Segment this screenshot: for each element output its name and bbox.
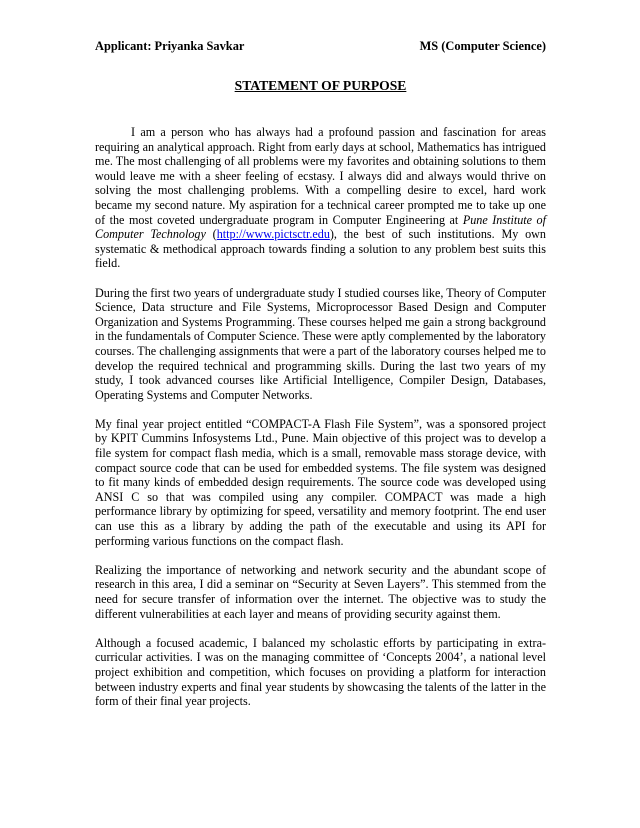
- institute-link[interactable]: http://www.pictsctr.edu: [216, 227, 330, 242]
- paragraph-intro-text-end: ), the best of such institutions. My own systematic & methodical approach towards finding a solution to any problem best suits this field.: [95, 227, 546, 271]
- applicant-name: Applicant: Priyanka Savkar: [95, 39, 245, 53]
- paragraph-intro-paren: (: [205, 227, 217, 242]
- document-body: [95, 125, 546, 709]
- document-title: STATEMENT OF PURPOSE: [234, 78, 407, 93]
- page-header: [95, 38, 546, 54]
- paragraph-coursework: During the first two years of undergraduate study I studied courses like, Theory of Computer Science, Data structure and File Systems, Microprocessor Based Design and Computer Organization and Systems Programming. These courses helped me gain a strong background in the fundamentals of Computer Science. These were aptly complemented by the laboratory courses. The challenging assignments that were a part of the laboratory courses helped me to develop the required technical and programming skills. During the last two years of my study, I took advanced courses like Artificial Intelligence, Compiler Design, Databases, Operating Systems and Computer Networks.: [95, 285, 547, 402]
- paragraph-project: My final year project entitled “COMPACT-A Flash File System”, was a sponsored project by KPIT Cummins Infosystems Ltd., Pune. Main objective of this project was to develop a file system for compact flash media, which is a small, removable mass storage device, with compact source code that can be used for embedded systems. The file system was designed to fit many kinds of embedded design requirements. The source code was developed using ANSI C so that was compiled using any compiler. COMPACT was made a high performance library by optimizing for speed, versatility and memory footprint. The end user can use this as a library by adding the path of the executable and using its API for performing various functions on the compact flash.: [95, 416, 546, 548]
- program-name: MS (Computer Science): [419, 39, 546, 53]
- paragraph-seminar: Realizing the importance of networking and network security and the abundant scope of research in this area, I did a seminar on “Security at Seven Layers”. This stemmed from the need for secure transfer of information over the internet. The objective was to study the different vulnerabilities at each layer and means of providing security against them.: [95, 562, 546, 621]
- institute-name: Pune Institute of Computer Technology: [95, 212, 547, 242]
- paragraph-intro: [95, 125, 546, 271]
- paragraph-activities: Although a focused academic, I balanced my scholastic efforts by participating in extra-curricular activities. I was on the managing committee of ‘Concepts 2004’, a national level project exhibition and competition, which focuses on providing a platform for interaction between industry experts and final year students by showcasing the talents of the latter in the form of their final year projects.: [95, 635, 546, 709]
- paragraph-intro-text: I am a person who has always had a profound passion and fascination for areas requiring an analytical approach. Right from early days at school, Mathematics has intrigued me. The most challenging of all problems were my favorites and obtaining solutions to them would leave me with a sheer feeling of ecstasy. I always did and always would thrive on solving the most challenging problems. With a compelling desire to excel, hard work became my second nature. My aspiration for a technical career prompted me to take up one of the most coveted undergraduate program in Computer Engineering at: [95, 125, 546, 227]
